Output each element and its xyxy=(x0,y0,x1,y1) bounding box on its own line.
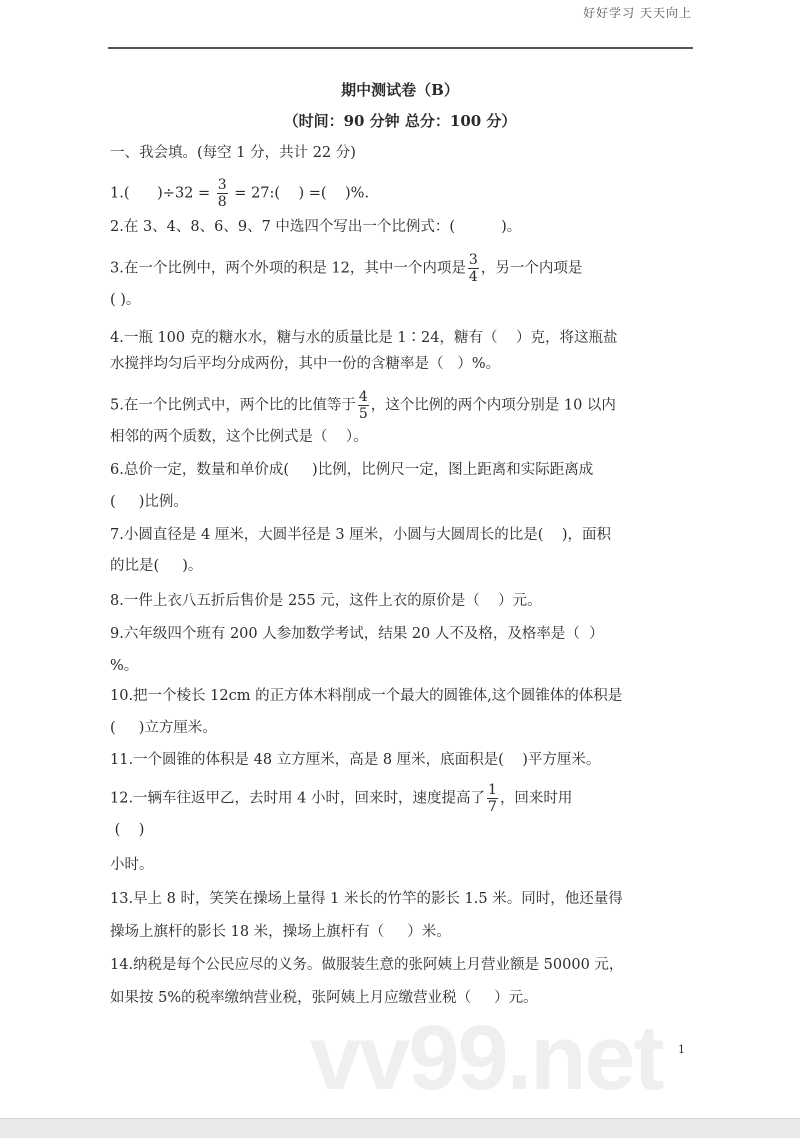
question-line: ( )立方厘米。 xyxy=(110,720,217,736)
question-line: 2.在 3、4、8、6、9、7 中选四个写出一个比例式：( )。 xyxy=(110,219,522,235)
line-text-after: = 27:( ) =( )%. xyxy=(229,185,370,202)
exam-subtitle: （时间：90 分钟 总分：100 分） xyxy=(283,112,517,130)
question-line: ( )比例。 xyxy=(110,494,188,510)
question-line: 4.一瓶 100 克的糖水水，糖与水的质量比是 1∶24，糖有（ ）克，将这瓶盐 xyxy=(110,330,618,346)
section-heading: 一、我会填。(每空 1 分，共计 22 分) xyxy=(110,145,356,161)
question-line: 13.早上 8 时，笑笑在操场上量得 1 米长的竹竿的影长 1.5 米。同时，他还量得 xyxy=(110,891,623,907)
line-text-before: 3.在一个比例中，两个外项的积是 12，其中一个内项是 xyxy=(110,260,466,277)
line-text-before: 12.一辆车往返甲乙，去时用 4 小时，回来时，速度提高了 xyxy=(110,790,486,807)
fraction-denominator: 5 xyxy=(358,406,368,422)
question-line: %。 xyxy=(110,658,139,674)
question-line: 9.六年级四个班有 200 人参加数学考试，结果 20 人不及格，及格率是（ ） xyxy=(110,626,604,642)
fraction-numerator: 3 xyxy=(217,177,227,193)
question-line: 如果按 5%的税率缴纳营业税，张阿姨上月应缴营业税（ ）元。 xyxy=(110,990,538,1006)
fraction-numerator: 1 xyxy=(488,782,497,798)
question-line: 8.一件上衣八五折后售价是 255 元，这件上衣的原价是（ ）元。 xyxy=(110,593,542,609)
fraction-denominator: 7 xyxy=(488,799,497,815)
line-text-after: ，另一个内项是 xyxy=(480,260,583,277)
exam-title: 期中测试卷（B） xyxy=(341,81,459,99)
question-line xyxy=(110,177,370,210)
question-line: 6.总价一定，数量和单价成( )比例，比例尺一定，图上距离和实际距离成 xyxy=(110,462,594,478)
question-line: 水搅拌均匀后平均分成两份，其中一份的含糖率是（ ）%。 xyxy=(110,356,501,372)
fraction xyxy=(487,782,498,815)
question-line: 10.把一个棱长 12cm 的正方体木料削成一个最大的圆锥体,这个圆锥体的体积是 xyxy=(110,688,623,704)
page-number: 1 xyxy=(678,1043,685,1056)
question-line: 小时。 xyxy=(110,857,154,873)
header-rule xyxy=(108,47,693,49)
line-text-before: 5.在一个比例式中，两个比的比值等于 xyxy=(110,397,356,414)
fraction xyxy=(217,177,228,210)
question-line: ( ) xyxy=(110,822,145,838)
line-text-before: 1.( )÷32 = xyxy=(110,185,215,202)
fraction xyxy=(358,389,369,422)
question-line: 操场上旗杆的影长 18 米，操场上旗杆有（ ）米。 xyxy=(110,924,451,940)
fraction xyxy=(468,252,479,285)
fraction-denominator: 4 xyxy=(468,269,478,285)
fraction-numerator: 3 xyxy=(468,252,478,268)
question-line: 的比是( )。 xyxy=(110,558,203,574)
line-text-after: ，回来时用 xyxy=(499,790,573,807)
question-line xyxy=(110,389,616,422)
question-line xyxy=(110,252,583,285)
header-motto: 好好学习 天天向上 xyxy=(583,6,692,20)
line-text-after: ，这个比例的两个内项分别是 10 以内 xyxy=(370,397,616,414)
fraction-numerator: 4 xyxy=(358,389,368,405)
viewer-bottom-edge xyxy=(0,1118,800,1138)
watermark: vv99.net xyxy=(310,1007,663,1109)
question-line: 7.小圆直径是 4 厘米，大圆半径是 3 厘米，小圆与大圆周长的比是( )，面积 xyxy=(110,527,611,543)
question-line: 相邻的两个质数，这个比例式是（ ）。 xyxy=(110,429,368,445)
question-line: 14.纳税是每个公民应尽的义务。做服装生意的张阿姨上月营业额是 50000 元， xyxy=(110,957,624,973)
question-line xyxy=(110,782,573,815)
fraction-denominator: 8 xyxy=(217,194,227,210)
question-line: ( )。 xyxy=(110,292,141,308)
question-line: 11.一个圆锥的体积是 48 立方厘米，高是 8 厘米，底面积是( )平方厘米。 xyxy=(110,752,601,768)
